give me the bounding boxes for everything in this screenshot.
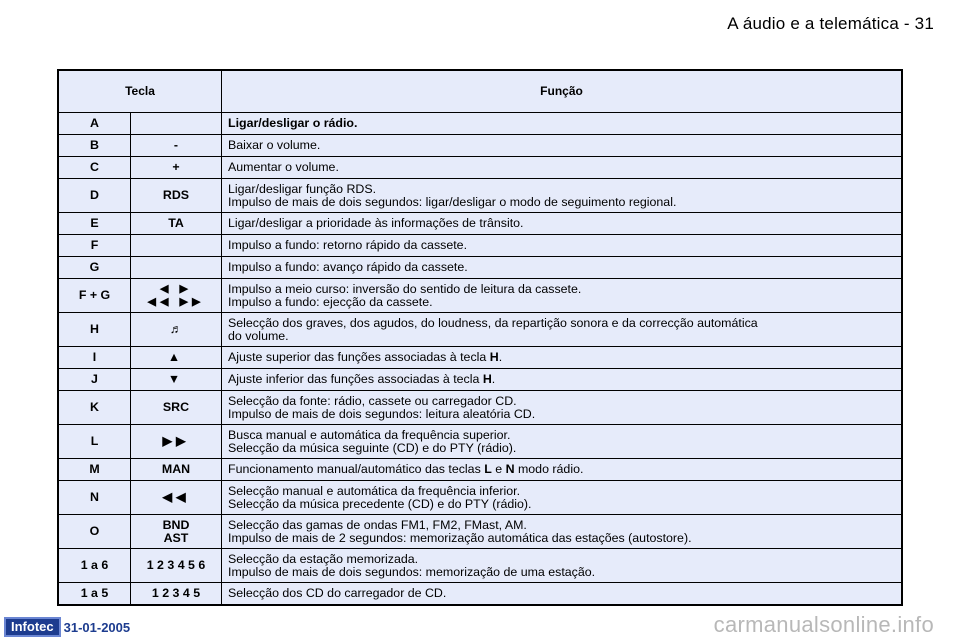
row-key: O <box>58 515 131 549</box>
table-row <box>58 459 902 481</box>
table-row <box>58 515 902 549</box>
infotec-logo: Infotec <box>4 617 61 637</box>
row-function: Ligar/desligar o rádio. <box>222 113 903 135</box>
row-key: C <box>58 157 131 179</box>
row-function: Selecção manual e automática da frequência inferior. Selecção da música precedente (CD) e do PTY (rádio). <box>222 481 903 515</box>
watermark: carmanualsonline.info <box>713 612 934 637</box>
row-symbol <box>131 235 222 257</box>
row-symbol: RDS <box>131 179 222 213</box>
row-key: E <box>58 213 131 235</box>
table-row <box>58 257 902 279</box>
row-function: Impulso a fundo: retorno rápido da cassete. <box>222 235 903 257</box>
table-row <box>58 425 902 459</box>
row-symbol: MAN <box>131 459 222 481</box>
table-row <box>58 549 902 583</box>
row-symbol: BND AST <box>131 515 222 549</box>
table-header-row <box>58 70 902 113</box>
row-symbol: 1 2 3 4 5 <box>131 583 222 605</box>
row-key: 1 a 5 <box>58 583 131 605</box>
row-symbol: ▶▶ <box>131 425 222 459</box>
row-function: Ligar/desligar função RDS. Impulso de mais de dois segundos: ligar/desligar o modo de seguimento regional. <box>222 179 903 213</box>
row-key: M <box>58 459 131 481</box>
row-function: Busca manual e automática da frequência superior. Selecção da música seguinte (CD) e do PTY (rádio). <box>222 425 903 459</box>
row-symbol: ▼ <box>131 369 222 391</box>
row-function: Selecção da estação memorizada. Impulso de mais de dois segundos: memorização de uma estação. <box>222 549 903 583</box>
row-function: Funcionamento manual/automático das teclas L e N modo rádio. <box>222 459 903 481</box>
table-row <box>58 279 902 313</box>
page-title: A áudio e a telemática - 31 <box>727 14 934 33</box>
table-row <box>58 135 902 157</box>
row-function: Selecção das gamas de ondas FM1, FM2, FMast, AM. Impulso de mais de 2 segundos: memorização automática das estações (autostore). <box>222 515 903 549</box>
row-key: L <box>58 425 131 459</box>
table-row <box>58 369 902 391</box>
table-body <box>58 113 902 605</box>
table-row <box>58 391 902 425</box>
row-key: B <box>58 135 131 157</box>
row-function: Selecção dos graves, dos agudos, do loudness, da repartição sonora e da correcção automática do volume. <box>222 313 903 347</box>
row-key: N <box>58 481 131 515</box>
footer-date: 31-01-2005 <box>63 619 131 635</box>
row-key: F + G <box>58 279 131 313</box>
row-function: Ligar/desligar a prioridade às informações de trânsito. <box>222 213 903 235</box>
table-row <box>58 583 902 605</box>
footer <box>4 618 130 636</box>
function-table <box>57 69 903 606</box>
row-key: F <box>58 235 131 257</box>
table-row <box>58 481 902 515</box>
row-symbol: ♬ <box>131 313 222 347</box>
row-symbol: ▲ <box>131 347 222 369</box>
table-row <box>58 157 902 179</box>
table-row <box>58 179 902 213</box>
table-row <box>58 313 902 347</box>
table-row <box>58 347 902 369</box>
row-key: I <box>58 347 131 369</box>
table-row <box>58 113 902 135</box>
row-function: Impulso a meio curso: inversão do sentido de leitura da cassete. Impulso a fundo: ejecção da cassete. <box>222 279 903 313</box>
row-symbol: + <box>131 157 222 179</box>
row-symbol: ◀◀ <box>131 481 222 515</box>
row-symbol <box>131 113 222 135</box>
row-symbol: ◀ ▶ ◀◀ ▶▶ <box>131 279 222 313</box>
row-symbol: TA <box>131 213 222 235</box>
column-header-function: Função <box>222 70 903 113</box>
row-key: K <box>58 391 131 425</box>
row-function: Aumentar o volume. <box>222 157 903 179</box>
row-key: D <box>58 179 131 213</box>
row-symbol <box>131 257 222 279</box>
row-key: 1 a 6 <box>58 549 131 583</box>
row-key: H <box>58 313 131 347</box>
row-symbol: - <box>131 135 222 157</box>
row-function: Impulso a fundo: avanço rápido da cassete. <box>222 257 903 279</box>
table-row <box>58 213 902 235</box>
row-key: A <box>58 113 131 135</box>
row-symbol: SRC <box>131 391 222 425</box>
row-function: Selecção da fonte: rádio, cassete ou carregador CD. Impulso de mais de dois segundos: leitura aleatória CD. <box>222 391 903 425</box>
column-header-key: Tecla <box>58 70 222 113</box>
row-key: J <box>58 369 131 391</box>
row-function: Ajuste inferior das funções associadas à tecla H. <box>222 369 903 391</box>
row-key: G <box>58 257 131 279</box>
row-function: Ajuste superior das funções associadas à tecla H. <box>222 347 903 369</box>
row-function: Baixar o volume. <box>222 135 903 157</box>
table-row <box>58 235 902 257</box>
row-function: Selecção dos CD do carregador de CD. <box>222 583 903 605</box>
row-symbol: 1 2 3 4 5 6 <box>131 549 222 583</box>
